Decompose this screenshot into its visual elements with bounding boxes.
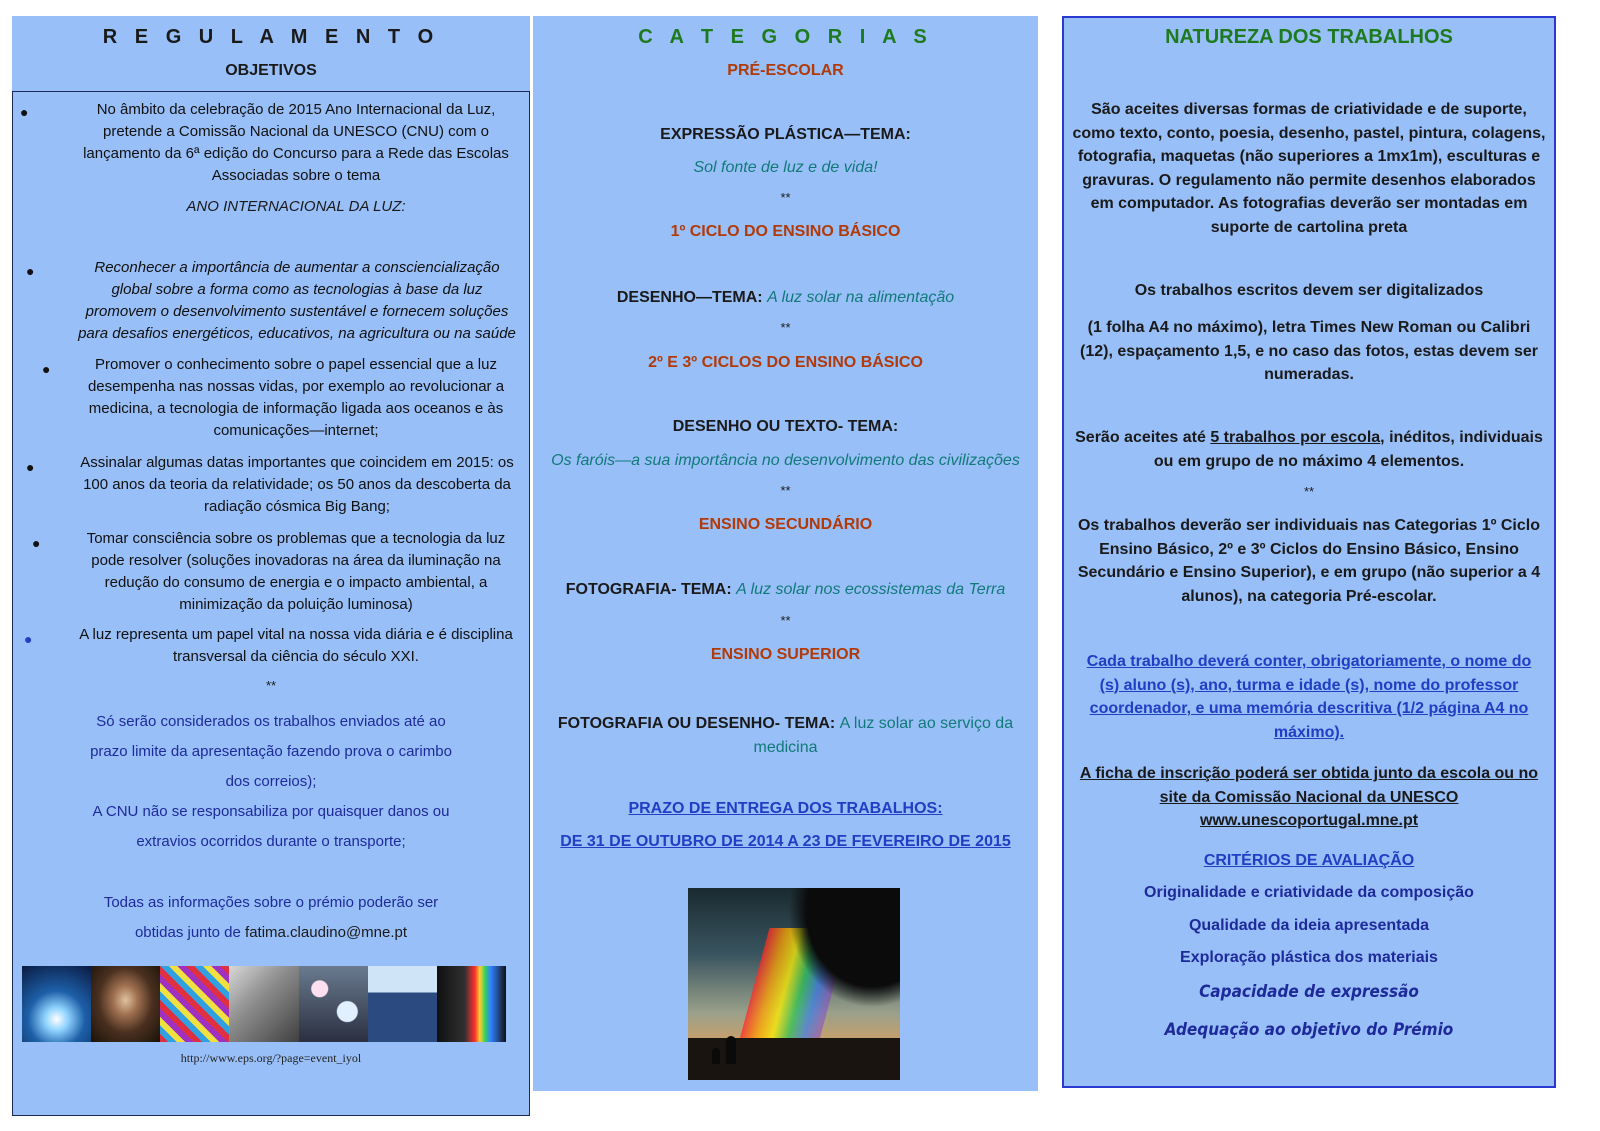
objective-5: A luz representa um papel vital na nossa vida diária e é disciplina transversal da ciência do século XXI.	[79, 626, 513, 665]
works-per-school: 5 trabalhos por escola	[1210, 429, 1381, 446]
bubbles-image	[299, 966, 368, 1042]
objective-1: Reconhecer a importância de aumentar a consciencialização global sobre a forma como as tecnologias à base da luz promovem o desenvolvimento sustentável e fornecem soluções para desafios energéticos, educativos, na agricultura ou na saúde	[78, 259, 516, 342]
bullet: ●	[26, 263, 35, 279]
criteria-item: Qualidade da ideia apresentada	[1188, 917, 1430, 934]
bullet: ●	[24, 631, 33, 647]
note-line: Só serão considerados os trabalhos enviados até ao	[96, 713, 446, 730]
image-caption: http://www.eps.org/?page=event_iyol	[180, 1051, 362, 1065]
prism-image	[437, 966, 506, 1042]
tree-silhouette	[788, 888, 900, 1008]
level-theme: A luz solar na alimentação	[767, 289, 955, 306]
regulamento-title: R E G U L A M E N T O	[102, 26, 440, 48]
categorias-panel	[533, 16, 1038, 1091]
bullet: ●	[20, 104, 29, 120]
deadline-title: PRAZO DE ENTREGA DOS TRABALHOS:	[628, 800, 943, 817]
level-theme: Os faróis—a sua importância no desenvolvimento das civilizações	[551, 452, 1020, 469]
submission-requirements: Cada trabalho deverá conter, obrigatoriamente, o nome do (s) aluno (s), ano, turma e idade (s), nome do professor coordenador, e uma memória descritiva (1/2 página A4 no máximo).	[1086, 653, 1532, 741]
categorias-title: C A T E G O R I A S	[638, 26, 933, 48]
optical-fiber-image	[160, 966, 229, 1042]
level-name: ENSINO SECUNDÁRIO	[698, 516, 873, 533]
contact-email[interactable]: fatima.claudino@mne.pt	[245, 924, 408, 941]
einstein-image	[229, 966, 298, 1042]
note-line: dos correios);	[225, 773, 317, 790]
level-label: DESENHO OU TEXTO- TEMA:	[672, 418, 899, 435]
criteria-title: CRITÉRIOS DE AVALIAÇÃO	[1203, 852, 1415, 869]
level-label: FOTOGRAFIA OU DESENHO- TEMA:	[557, 715, 840, 732]
level-label: FOTOGRAFIA- TEMA:	[565, 581, 737, 598]
natureza-paragraph	[1070, 426, 1548, 473]
registration-form-info[interactable]: A ficha de inscrição poderá ser obtida junto da escola ou no site da Comissão Nacional da UNESCO www.unescoportugal.mne.pt	[1079, 765, 1539, 829]
level-theme: Sol fonte de luz e de vida!	[693, 159, 878, 176]
theme-text: ANO INTERNACIONAL DA LUZ:	[186, 198, 406, 215]
info-block	[12, 888, 530, 948]
separator: **	[780, 483, 791, 498]
bullet: ●	[32, 535, 41, 551]
separator: **	[780, 320, 791, 335]
criteria-item: Capacidade de expressão	[1199, 982, 1419, 1002]
level-line	[533, 581, 1038, 599]
natureza-paragraph: São aceites diversas formas de criatividade e de suporte, como texto, conto, poesia, desenho, pastel, pintura, colagens, fotografia, maquetas (não superiores a 1mx1m), esculturas e gravuras. O regulamento não permite desenhos elaborados em computador. As fotografias deverão ser montadas em suporte de cartolina preta	[1072, 101, 1546, 236]
level-theme: A luz solar nos ecossistemas da Terra	[736, 581, 1006, 598]
level-label: DESENHO—TEMA:	[616, 289, 768, 306]
separator: **	[780, 613, 791, 628]
level-line	[533, 289, 1038, 307]
separator: **	[265, 678, 277, 693]
natureza-paragraph: Os trabalhos deverão ser individuais nas Categorias 1º Ciclo Ensino Básico, 2º e 3º Ciclos do Ensino Básico, Ensino Secundário e Ensino Superior), e em grupo (não superior a 4 alunos), na categoria Pré-escolar.	[1077, 517, 1541, 605]
level-name: PRÉ-ESCOLAR	[727, 62, 844, 79]
natureza-paragraph: (1 folha A4 no máximo), letra Times New Roman ou Calibri (12), espaçamento 1,5, e no caso das fotos, estas devem ser numeradas.	[1080, 319, 1538, 383]
people-silhouette	[726, 1036, 736, 1064]
note-line: A CNU não se responsabiliza por quaisquer danos ou	[92, 803, 450, 820]
objective-2: Promover o conhecimento sobre o papel essencial que a luz desempenha nas nossas vidas, por exemplo ao revolucionar a medicina, a tecnologia de informação ligada aos oceanos e às comunicações—internet;	[87, 356, 505, 439]
level-name: 2º E 3º CICLOS DO ENSINO BÁSICO	[648, 354, 923, 371]
separator: **	[1303, 484, 1315, 499]
bullet: ●	[42, 361, 51, 377]
intro-text: No âmbito da celebração de 2015 Ano Internacional da Luz, pretende a Comissão Nacional da UNESCO (CNU) com o lançamento da 6ª edição do Concurso para a Rede das Escolas Associadas sobre o tema	[83, 101, 509, 184]
criteria-item: Exploração plástica dos materiais	[1180, 949, 1438, 966]
deadline-note	[12, 707, 530, 857]
rainbow-photo	[688, 888, 900, 1080]
deadline-dates: DE 31 DE OUTUBRO DE 2014 A 23 DE FEVEREIRO DE 2015	[560, 833, 1011, 850]
light-fiber-image	[22, 966, 91, 1042]
text: Serão aceites até	[1075, 429, 1211, 446]
criteria-item: Adequação ao objetivo do Prémio	[1164, 1020, 1454, 1040]
bullet: ●	[26, 459, 35, 475]
newton-portrait-image	[91, 966, 160, 1042]
level-name: 1º CICLO DO ENSINO BÁSICO	[670, 223, 901, 240]
level-theme: A luz solar ao serviço da medicina	[753, 715, 1014, 756]
level-line	[535, 712, 1036, 760]
text: , inéditos, individuais ou em grupo de no máximo 4 elementos.	[1153, 429, 1543, 470]
light-images-strip	[22, 966, 506, 1042]
criteria-item: Originalidade e criatividade da composição	[1144, 884, 1474, 901]
info-line: obtidas junto de	[134, 924, 246, 941]
objective-4: Tomar consciência sobre os problemas que a tecnologia da luz pode resolver (soluções inovadoras na área da iluminação na redução do consumo de energia e o impacto ambiental, a minimização da poluição luminosa)	[86, 530, 506, 613]
natureza-panel	[1062, 16, 1556, 1088]
separator: **	[780, 190, 791, 205]
info-line: Todas as informações sobre o prémio poderão ser	[103, 894, 439, 911]
natureza-paragraph: Os trabalhos escritos devem ser digitalizados	[1134, 282, 1484, 299]
natureza-title: NATUREZA DOS TRABALHOS	[1165, 26, 1453, 48]
solar-panels-image	[368, 966, 437, 1042]
level-label: EXPRESSÃO PLÁSTICA—TEMA:	[660, 126, 911, 143]
objective-3: Assinalar algumas datas importantes que coincidem em 2015: os 100 anos da teoria da relatividade; os 50 anos da descoberta da radiação cósmica Big Bang;	[80, 454, 514, 515]
objetivos-heading: OBJETIVOS	[225, 62, 317, 79]
note-line: extravios ocorridos durante o transporte;	[136, 833, 406, 850]
note-line: prazo limite da apresentação fazendo prova o carimbo	[90, 743, 452, 760]
level-name: ENSINO SUPERIOR	[710, 646, 861, 663]
